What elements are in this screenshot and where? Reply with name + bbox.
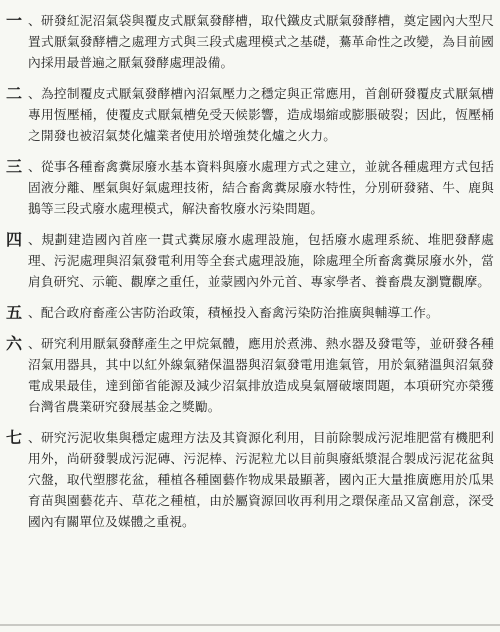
item-numeral: 五 <box>6 303 23 322</box>
item-text: 、為控制覆皮式厭氣發酵槽內沼氣壓力之穩定與正常應用，首創研發覆皮式厭氣槽專用恆壓桶，使覆皮式厭氣槽免受天候影響，造成塌縮或膨脹破裂；因此，恆壓桶之開發也被沼氣焚化爐業者使用於增強焚化爐之火力。 <box>28 86 494 143</box>
item-numeral: 七 <box>6 428 23 447</box>
list-item-4 <box>6 229 494 292</box>
list-item-7 <box>6 427 494 532</box>
item-numeral: 三 <box>6 157 23 176</box>
item-text: 、研發紅泥沼氣袋與覆皮式厭氣發酵槽，取代鐵皮式厭氣發酵槽，奠定國內大型尺置式厭氣發酵槽之處理方式與三段式處理模式之基礎，驀革命性之改變，為目前國內採用最普遍之厭氣發酵處理設備。 <box>28 13 494 70</box>
list-item-2 <box>6 83 494 146</box>
item-text: 、研究利用厭氣發酵產生之甲烷氣體，應用於煮沸、熱水器及發電等，並研發各種沼氣用器具，其中以紅外線氣豬保溫器與沼氣發電用進氣管，用於氣豬溫與沼氣發電成果最佳，達到節省能源及減少沼氣排放造成臭氣層破壞問題，本項研究亦榮獲台灣省農業研究發展基金之獎勵。 <box>28 336 494 414</box>
item-text: 、從事各種畜禽糞尿廢水基本資料與廢水處理方式之建立，並就各種處理方式包括固液分離、壓氣與好氣處理技術，結合畜禽糞尿廢水特性，分別研發豬、牛、鹿與鵝等三段式廢水處理模式，解決畜牧廢水污染問題。 <box>28 159 494 216</box>
bottom-divider <box>0 624 500 626</box>
list-item-6 <box>6 333 494 417</box>
item-text: 、配合政府畜產公害防治政策，積極投入畜禽污染防治推廣與輔導工作。 <box>28 305 439 320</box>
item-numeral: 六 <box>6 334 23 353</box>
item-text: 、規劃建造國內首座一貫式糞尿廢水處理設施，包括廢水處理系統、堆肥發酵處理、污泥處理與沼氣發電利用等全套式處理設施，除處理全所畜禽糞尿廢水外，當肩負研究、示範、觀摩之重任，並蒙國內外元首、專家學者、養畜農友瀏覽觀摩。 <box>28 232 494 289</box>
item-text: 、研究污泥收集與穩定處理方法及其資源化利用，目前除製成污泥堆肥當有機肥利用外，尚研發製成污泥磚、污泥棒、污泥粒尤以目前與廢紙漿混合製成污泥花盆與穴盤，取代塑膠花盆，種植各種園藝作物成果最顯著，國內正大量推廣應用於瓜果育苗與園藝花卉、草花之種植，由於屬資源回收再利用之環保產品又富創意，深受國內有關單位及媒體之重視。 <box>28 430 494 529</box>
list-item-1 <box>6 10 494 73</box>
list-item-5 <box>6 302 494 323</box>
item-numeral: 二 <box>6 84 23 103</box>
list-item-3 <box>6 156 494 219</box>
item-numeral: 四 <box>6 230 23 249</box>
item-numeral: 一 <box>6 11 23 30</box>
